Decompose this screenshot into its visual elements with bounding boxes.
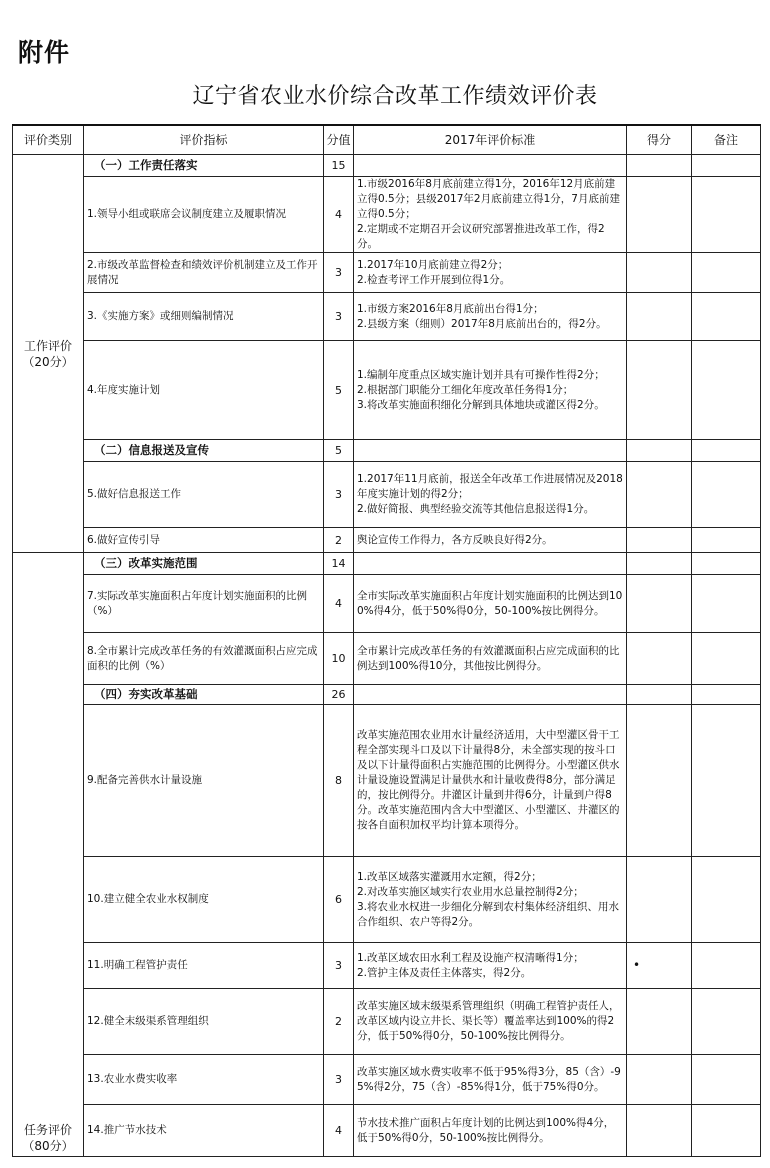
note-cell — [692, 440, 761, 462]
table-row — [13, 1105, 761, 1157]
score-cell — [627, 341, 692, 440]
note-cell — [692, 943, 761, 989]
section-title: （三）改革实施范围 — [84, 553, 324, 575]
score-cell — [627, 1055, 692, 1105]
standard-cell: 1.市级方案2016年8月底前出台得1分； 2.县级方案（细则）2017年8月底前出台的，得2分。 — [354, 293, 627, 341]
category-work-points: （20分） — [22, 354, 74, 369]
table-row — [13, 943, 761, 989]
table-row — [13, 1055, 761, 1105]
note-cell — [692, 1105, 761, 1157]
section-title: （二）信息报送及宣传 — [84, 440, 324, 462]
table-row — [13, 341, 761, 440]
indicator-cell: 1.领导小组或联席会议制度建立及履职情况 — [84, 177, 324, 253]
standard-cell: 改革实施范围农业用水计量经济适用，大中型灌区骨干工程全部实现斗口及以下计量得8分，未全部实现的按斗口及以下计量得面积占实施范围的比例得分。小型灌区供水计量设施设置满足计量供水和计量收费得8分，部分满足的，按比例得分。井灌区计量到井得6分，计量到户得8分。改革实施范围内含大中型灌区、小型灌区、井灌区的按各自面积加权平均计算本项得分。 — [354, 705, 627, 857]
standard-cell: 1.2017年11月底前，报送全年改革工作进展情况及2018年度实施计划的得2分； 2.做好简报、典型经验交流等其他信息报送得1分。 — [354, 462, 627, 528]
note-cell — [692, 989, 761, 1055]
section-title: （四）夯实改革基础 — [84, 685, 324, 705]
standard-cell: 改革实施区域末级渠系管理组织（明确工程管护责任人，改革区域内设立井长、渠长等）覆盖率达到100%的得2分，低于50%得0分，50-100%按比例得分。 — [354, 989, 627, 1055]
header-note: 备注 — [692, 125, 761, 155]
standard-cell: 改革实施区域水费实收率不低于95%得3分，85（含）-95%得2分，75（含）-85%得1分，低于75%得0分。 — [354, 1055, 627, 1105]
header-standard: 2017年评价标准 — [354, 125, 627, 155]
score-cell — [627, 177, 692, 253]
indicator-cell: 10.建立健全农业水权制度 — [84, 857, 324, 943]
table-row — [13, 575, 761, 633]
section-row — [13, 685, 761, 705]
score-cell — [627, 943, 692, 989]
category-task-points: （80分） — [22, 1139, 74, 1153]
category-work-name: 工作评价 — [23, 338, 72, 353]
score-cell — [627, 705, 692, 857]
score-cell — [627, 857, 692, 943]
note-cell — [692, 633, 761, 685]
indicator-cell: 2.市级改革监督检查和绩效评价机制建立及工作开展情况 — [84, 253, 324, 293]
score-cell — [627, 293, 692, 341]
note-cell — [692, 857, 761, 943]
table-row — [13, 857, 761, 943]
score-cell — [627, 685, 692, 705]
table-header-row — [13, 125, 761, 155]
score-cell — [627, 553, 692, 575]
table-row — [13, 177, 761, 253]
note-cell — [692, 1055, 761, 1105]
score-cell — [627, 989, 692, 1055]
indicator-cell: 13.农业水费实收率 — [84, 1055, 324, 1105]
indicator-score: 3 — [324, 253, 354, 293]
standard-cell — [354, 685, 627, 705]
note-cell — [692, 177, 761, 253]
section-row — [13, 440, 761, 462]
score-cell — [627, 440, 692, 462]
note-cell — [692, 575, 761, 633]
category-work-cell — [13, 155, 84, 553]
header-score: 分值 — [324, 125, 354, 155]
note-cell — [692, 528, 761, 553]
note-cell — [692, 462, 761, 528]
header-got-score: 得分 — [627, 125, 692, 155]
standard-cell: 全市累计完成改革任务的有效灌溉面积占应完成面积的比例达到100%得10分，其他按比例得分。 — [354, 633, 627, 685]
document-title: 辽宁省农业水价综合改革工作绩效评价表 — [192, 84, 598, 109]
standard-cell: 1.2017年10月底前建立得2分； 2.检查考评工作开展到位得1分。 — [354, 253, 627, 293]
table-row — [13, 462, 761, 528]
section-row — [13, 553, 761, 575]
score-cell — [627, 253, 692, 293]
standard-cell — [354, 440, 627, 462]
indicator-score: 4 — [324, 177, 354, 253]
standard-cell: 全市实际改革实施面积占年度计划实施面积的比例达到100%得4分，低于50%得0分，50-100%按比例得分。 — [354, 575, 627, 633]
score-cell — [627, 155, 692, 177]
standard-cell: 舆论宣传工作得力，各方反映良好得2分。 — [354, 528, 627, 553]
indicator-score: 4 — [324, 1105, 354, 1157]
standard-cell: 1.改革区域落实灌溉用水定额，得2分； 2.对改革实施区域实行农业用水总量控制得2分； 3.将农业水权进一步细化分解到农村集体经济组织、用水合作组织、农户等得2分。 — [354, 857, 627, 943]
indicator-score: 8 — [324, 705, 354, 857]
standard-cell: 1.市级2016年8月底前建立得1分，2016年12月底前建立得0.5分；县级2017年2月底前建立得1分，7月底前建立得0.5分； 2.定期或不定期召开会议研究部署推进改革工作，得2分。 — [354, 177, 627, 253]
indicator-score: 3 — [324, 1055, 354, 1105]
note-cell — [692, 155, 761, 177]
score-cell — [627, 1105, 692, 1157]
category-task-name: 任务评价 — [23, 1123, 72, 1137]
indicator-score: 3 — [324, 462, 354, 528]
indicator-cell: 4.年度实施计划 — [84, 341, 324, 440]
score-cell — [627, 528, 692, 553]
section-score: 5 — [324, 440, 354, 462]
score-cell — [627, 633, 692, 685]
note-cell — [692, 253, 761, 293]
score-cell — [627, 462, 692, 528]
note-cell — [692, 705, 761, 857]
indicator-cell: 14.推广节水技术 — [84, 1105, 324, 1157]
header-category: 评价类别 — [13, 125, 84, 155]
standard-cell — [354, 155, 627, 177]
section-row — [13, 155, 761, 177]
category-task-cell — [13, 553, 84, 1157]
section-score: 26 — [324, 685, 354, 705]
indicator-score: 3 — [324, 293, 354, 341]
indicator-score: 4 — [324, 575, 354, 633]
header-indicator: 评价指标 — [84, 125, 324, 155]
standard-cell — [354, 553, 627, 575]
section-title: （一）工作责任落实 — [84, 155, 324, 177]
table-row — [13, 633, 761, 685]
indicator-cell: 9.配备完善供水计量设施 — [84, 705, 324, 857]
note-cell — [692, 293, 761, 341]
indicator-score: 10 — [324, 633, 354, 685]
indicator-cell: 3.《实施方案》或细则编制情况 — [84, 293, 324, 341]
indicator-score: 5 — [324, 341, 354, 440]
standard-cell: 1.编制年度重点区域实施计划并具有可操作性得2分； 2.根据部门职能分工细化年度改革任务得1分； 3.将改革实施面积细化分解到具体地块或灌区得2分。 — [354, 341, 627, 440]
note-cell — [692, 685, 761, 705]
section-score: 15 — [324, 155, 354, 177]
table-row — [13, 528, 761, 553]
indicator-cell: 5.做好信息报送工作 — [84, 462, 324, 528]
indicator-cell: 6.做好宣传引导 — [84, 528, 324, 553]
note-cell — [692, 553, 761, 575]
stray-dot-mark: • — [633, 958, 641, 972]
indicator-cell: 8.全市累计完成改革任务的有效灌溉面积占应完成面积的比例（%） — [84, 633, 324, 685]
indicator-cell: 7.实际改革实施面积占年度计划实施面积的比例（%） — [84, 575, 324, 633]
table-row — [13, 293, 761, 341]
standard-cell: 节水技术推广面积占年度计划的比例达到100%得4分，低于50%得0分，50-100%按比例得分。 — [354, 1105, 627, 1157]
attachment-label: 附件 — [18, 38, 71, 67]
evaluation-table — [12, 124, 761, 1157]
note-cell — [692, 341, 761, 440]
indicator-score: 2 — [324, 528, 354, 553]
indicator-cell: 12.健全末级渠系管理组织 — [84, 989, 324, 1055]
indicator-score: 6 — [324, 857, 354, 943]
section-score: 14 — [324, 553, 354, 575]
indicator-score: 2 — [324, 989, 354, 1055]
table-row — [13, 989, 761, 1055]
table-row — [13, 705, 761, 857]
table-row — [13, 253, 761, 293]
score-cell — [627, 575, 692, 633]
indicator-cell: 11.明确工程管护责任 — [84, 943, 324, 989]
indicator-score: 3 — [324, 943, 354, 989]
standard-cell: 1.改革区域农田水利工程及设施产权清晰得1分； 2.管护主体及责任主体落实，得2分。 — [354, 943, 627, 989]
